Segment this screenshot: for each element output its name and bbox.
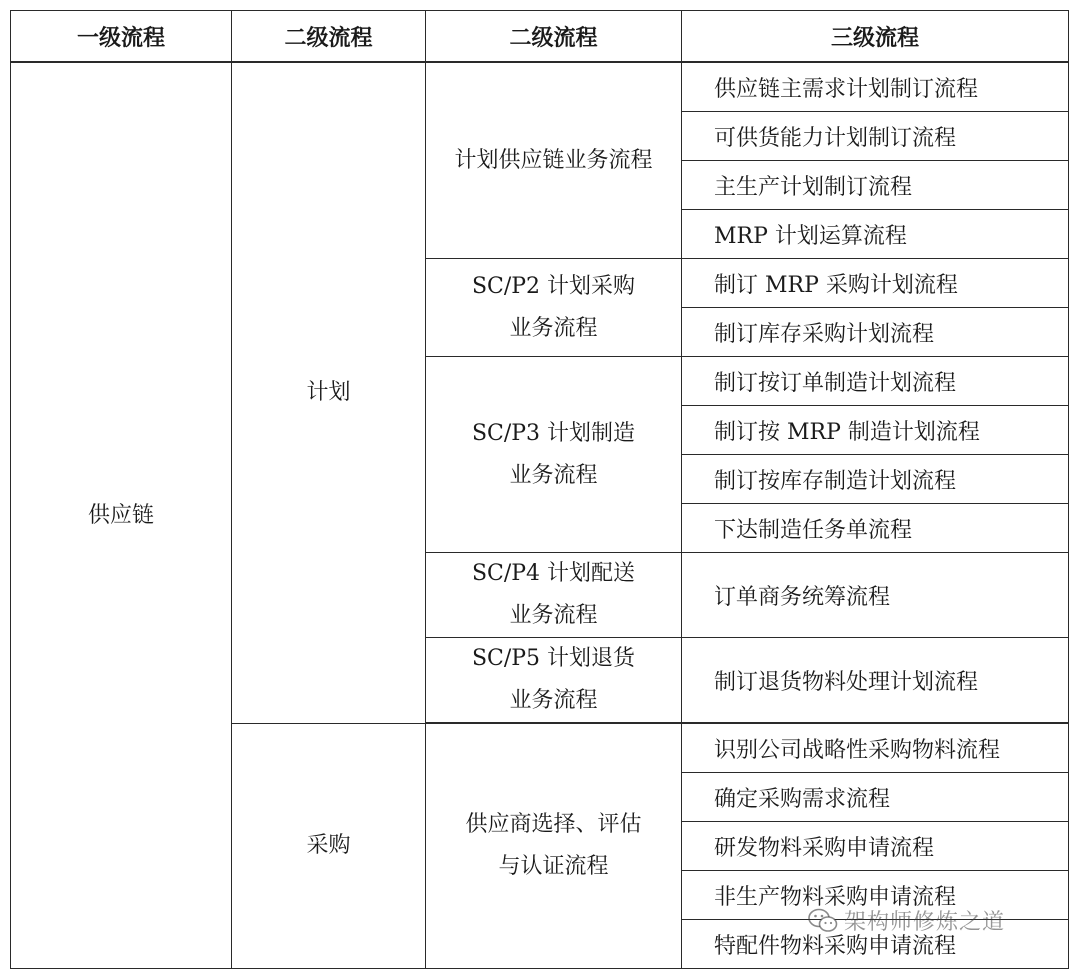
watermark-text: 架构师修炼之道 [844, 910, 1006, 935]
subgroup-cell [426, 638, 682, 723]
level3-cell: 制订按订单制造计划流程 [682, 357, 1069, 406]
level1-cell [11, 62, 232, 969]
subgroup-line: 计划供应链业务流程 [454, 147, 653, 173]
subgroup-line: SC/P3 计划制造 [471, 420, 636, 446]
subgroup-line: 业务流程 [509, 603, 598, 628]
header-level2: 二级流程 [232, 11, 426, 63]
subgroup-cell [426, 259, 682, 357]
table-row [11, 62, 1069, 112]
level3-cell: 确定采购需求流程 [682, 773, 1069, 822]
header-level3: 三级流程 [682, 11, 1069, 63]
subgroup-cell [426, 553, 682, 638]
level3-cell: 制订按库存制造计划流程 [682, 455, 1069, 504]
group-label: 计划 [306, 380, 351, 405]
level1-label: 供应链 [87, 502, 154, 528]
level3-cell: 研发物料采购申请流程 [682, 822, 1069, 871]
level3-cell: 供应链主需求计划制订流程 [682, 62, 1069, 112]
process-table [10, 10, 1069, 969]
subgroup-line: 与认证流程 [498, 854, 609, 879]
level3-cell: MRP 计划运算流程 [682, 210, 1069, 259]
subgroup-line: SC/P5 计划退货 [471, 646, 636, 671]
header-level1: 一级流程 [11, 11, 232, 63]
header-level2-b: 二级流程 [426, 11, 682, 63]
level3-cell: 特配件物料采购申请流程 [682, 920, 1069, 969]
level3-cell: 制订 MRP 采购计划流程 [682, 259, 1069, 308]
subgroup-line: 供应商选择、评估 [465, 812, 642, 837]
subgroup-cell [426, 724, 682, 969]
level3-cell: 识别公司战略性采购物料流程 [682, 724, 1069, 773]
subgroup-line: 业务流程 [509, 688, 598, 713]
subgroup-cell [426, 62, 682, 259]
level3-cell: 制订按 MRP 制造计划流程 [682, 406, 1069, 455]
group-cell-purchase [232, 724, 426, 969]
level3-cell: 非生产物料采购申请流程 [682, 871, 1069, 920]
subgroup-line: 业务流程 [509, 315, 598, 341]
level3-cell: 主生产计划制订流程 [682, 161, 1069, 210]
group-cell-plan [232, 62, 426, 724]
level3-cell: 订单商务统筹流程 [682, 553, 1069, 638]
level3-cell: 可供货能力计划制订流程 [682, 112, 1069, 161]
level3-cell: 制订退货物料处理计划流程 [682, 638, 1069, 723]
subgroup-line: SC/P4 计划配送 [471, 561, 636, 586]
subgroup-line: 业务流程 [509, 462, 598, 488]
header-row [11, 11, 1069, 63]
subgroup-cell [426, 357, 682, 553]
level3-cell: 下达制造任务单流程 [682, 504, 1069, 553]
group-label: 采购 [306, 833, 351, 858]
subgroup-line: SC/P2 计划采购 [471, 273, 636, 299]
level3-cell: 制订库存采购计划流程 [682, 308, 1069, 357]
